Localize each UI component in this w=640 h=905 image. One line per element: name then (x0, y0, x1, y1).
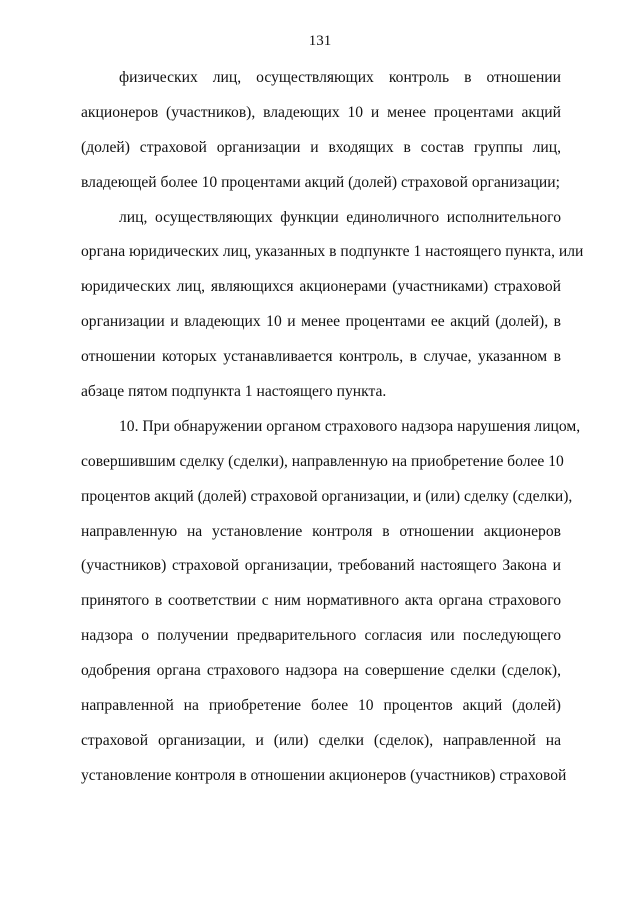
text-line: физических лиц, осуществляющих контроль в отношении (119, 69, 561, 86)
text-line: организации и владеющих 10 и менее процентами ее акций (долей), в (81, 313, 561, 331)
text-line: (участников) страховой организации, требований настоящего Закона и (81, 557, 561, 575)
text-line: юридических лиц, являющихся акционерами (участниками) страховой (81, 278, 561, 296)
document-body (81, 68, 584, 801)
text-line: (долей) страховой организации и входящих в состав группы лиц, (81, 138, 561, 156)
text-line: принятого в соответствии с ним нормативного акта органа страхового (81, 592, 561, 610)
text-line: лиц, осуществляющих функции единоличного исполнительного (119, 208, 561, 226)
paragraph (81, 417, 581, 801)
paragraph (81, 208, 584, 417)
text-line: страховой организации, и (или) сделки (сделок), направленной на (81, 731, 561, 749)
text-line: надзора о получении предварительного согласия или последующего (81, 627, 561, 645)
text-line: 10. При обнаружении органом страхового надзора нарушения лицом, (119, 417, 581, 435)
text-line: установление контроля в отношении акционеров (участников) страховой (81, 766, 567, 784)
paragraph (81, 68, 561, 208)
text-line: органа юридических лиц, указанных в подпункте 1 настоящего пункта, или (81, 243, 584, 261)
text-line: владеющей более 10 процентами акций (долей) страховой организации; (81, 173, 560, 191)
text-line: абзаце пятом подпункта 1 настоящего пункта. (81, 383, 387, 401)
text-line: акционеров (участников), владеющих 10 и менее процентами акций (81, 103, 561, 121)
text-line: одобрения органа страхового надзора на совершение сделки (сделок), (81, 662, 561, 680)
text-line: отношении которых устанавливается контроль, в случае, указанном в (81, 348, 561, 366)
text-line: процентов акций (долей) страховой организации, и (или) сделку (сделки), (81, 487, 573, 505)
text-line: совершившим сделку (сделки), направленную на приобретение более 10 (81, 452, 564, 470)
text-line: направленной на приобретение более 10 процентов акций (долей) (81, 697, 561, 715)
text-line: направленную на установление контроля в отношении акционеров (81, 522, 561, 540)
page-number: 131 (308, 33, 332, 49)
